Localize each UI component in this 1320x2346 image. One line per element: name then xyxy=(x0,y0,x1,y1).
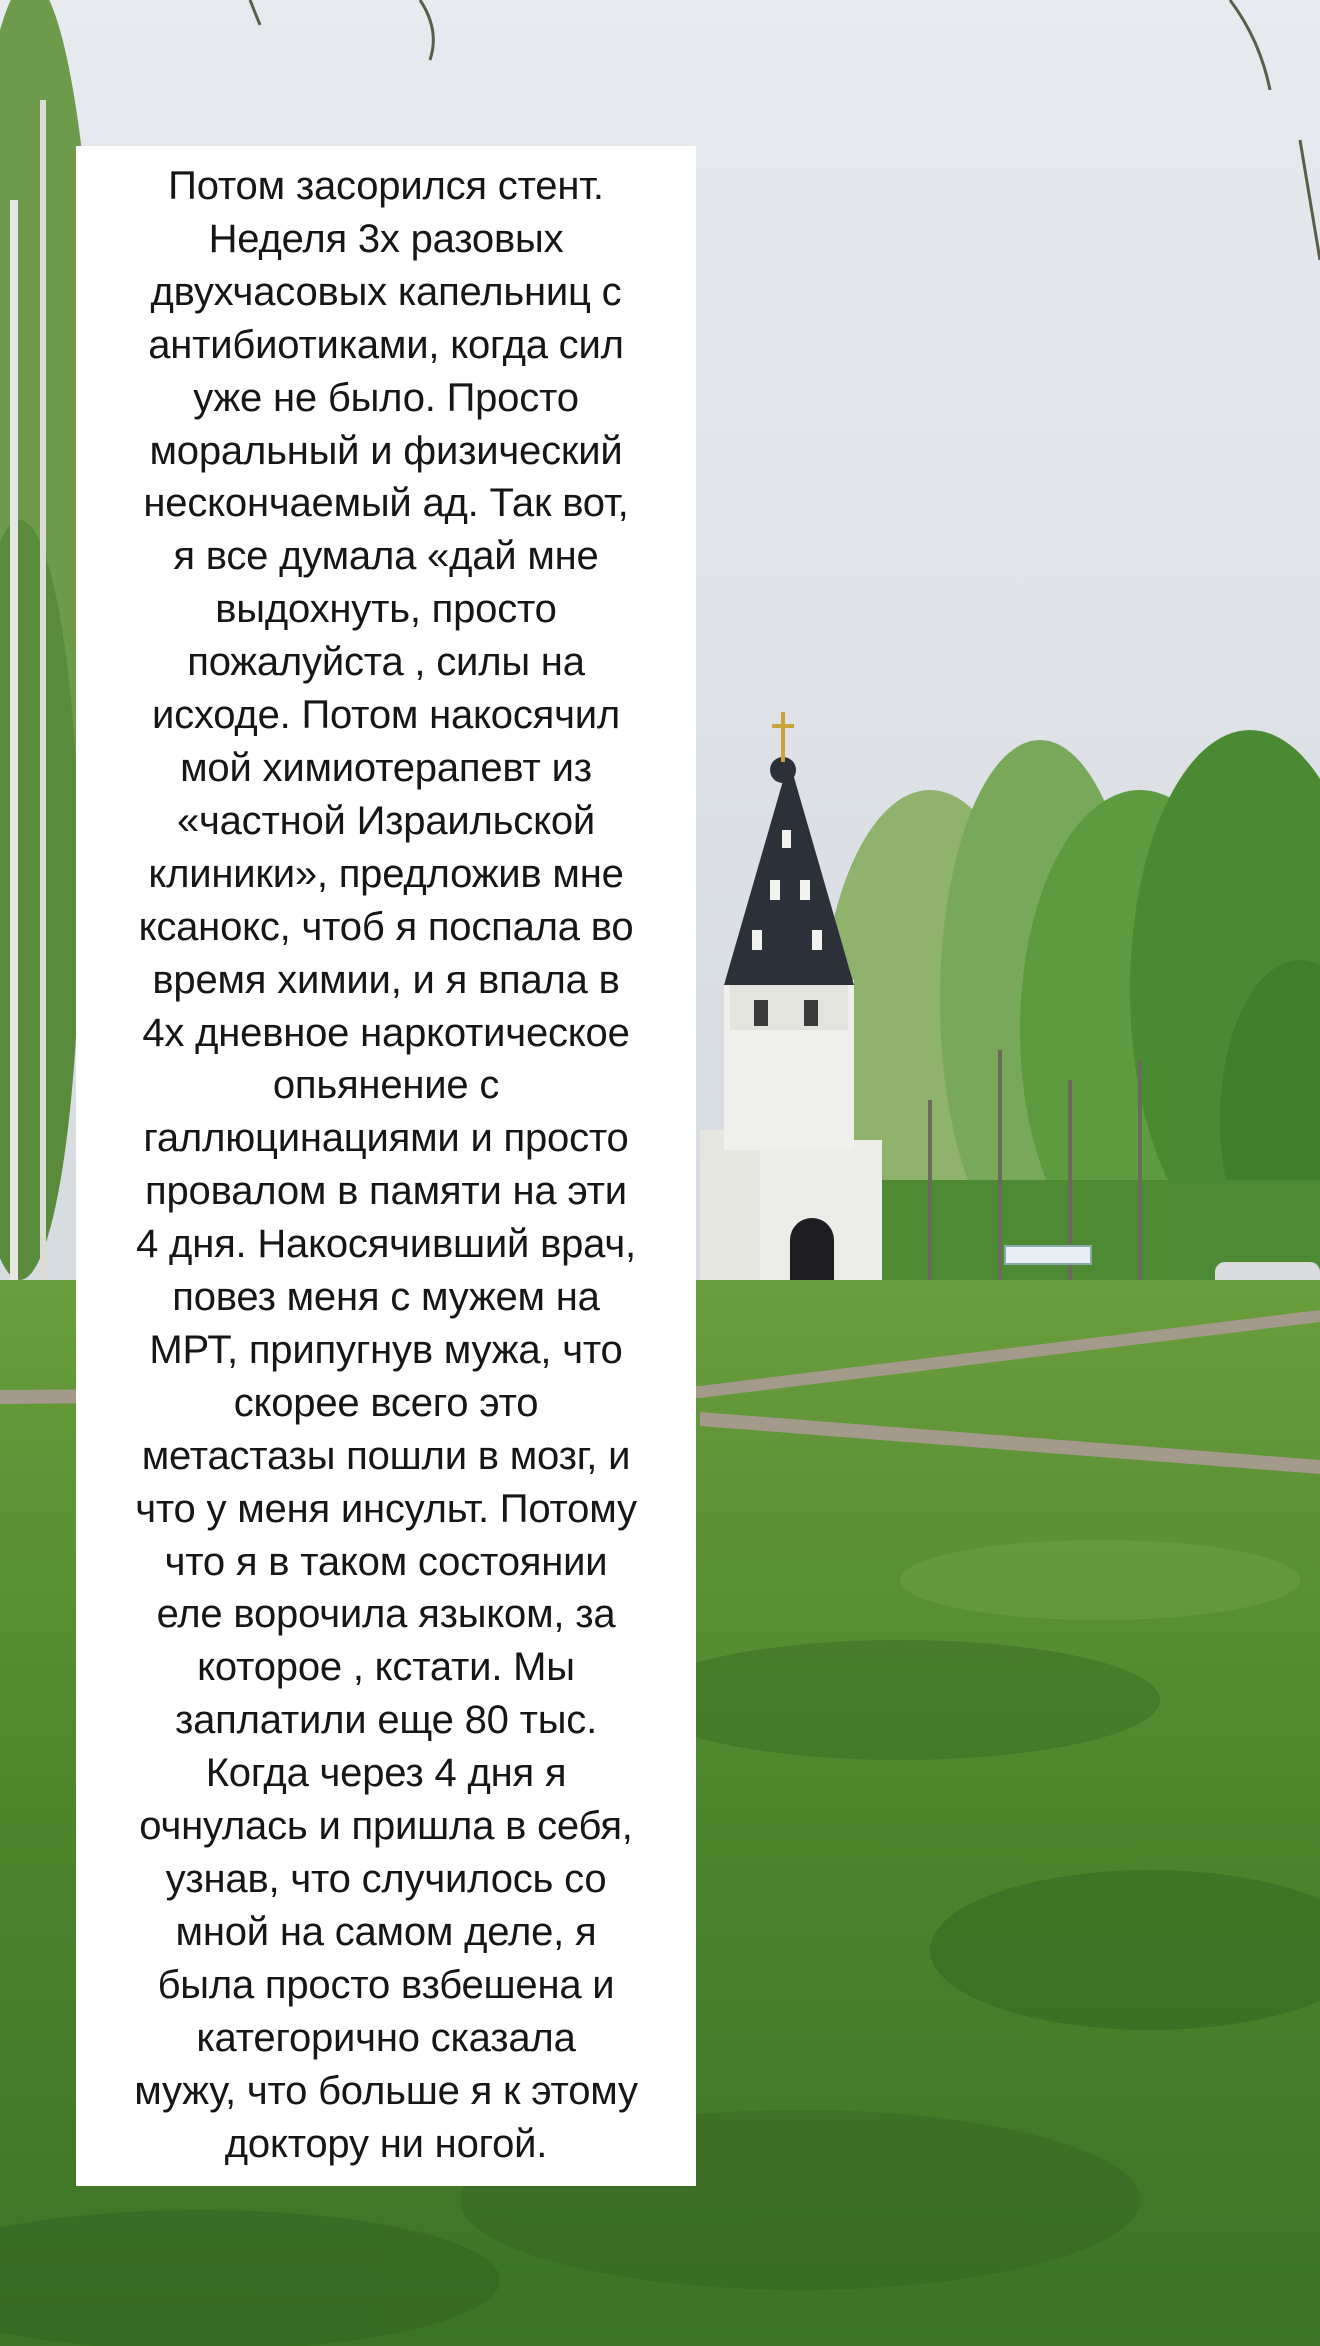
story-text-card xyxy=(76,146,696,2186)
billboard xyxy=(1005,1246,1091,1264)
story-text: Потом засорился стент. Неделя 3х разовых двухчасовых капельниц с антибиотиками, когда сил уже не было. Просто моральный и физический нескончаемый ад. Так вот, я все думала «дай мне выдохнуть, просто пожалуйста , силы на исходе. Потом накосячил мой химиотерапевт из «частной Израильской клиники», предложив мне ксанокс, чтоб я поспала во время химии, и я впала в 4х дневное наркотическое опьянение с галлюцинациями и просто провалом в памяти на эти 4 дня. Накосячивший врач, повез меня с мужем на МРТ, припугнув мужа, что скорее всего это метастазы пошли в мозг, и что у меня инсульт. Потому что я в таком состоянии еле ворочила языком, за которое , кстати. Мы заплатили еще 80 тыс. Когда через 4 дня я очнулась и пришла в себя, узнав, что случилось со мной на самом деле, я была просто взбешена и категорично сказала мужу, что больше я к этому доктору ни ногой. xyxy=(134,164,638,2166)
